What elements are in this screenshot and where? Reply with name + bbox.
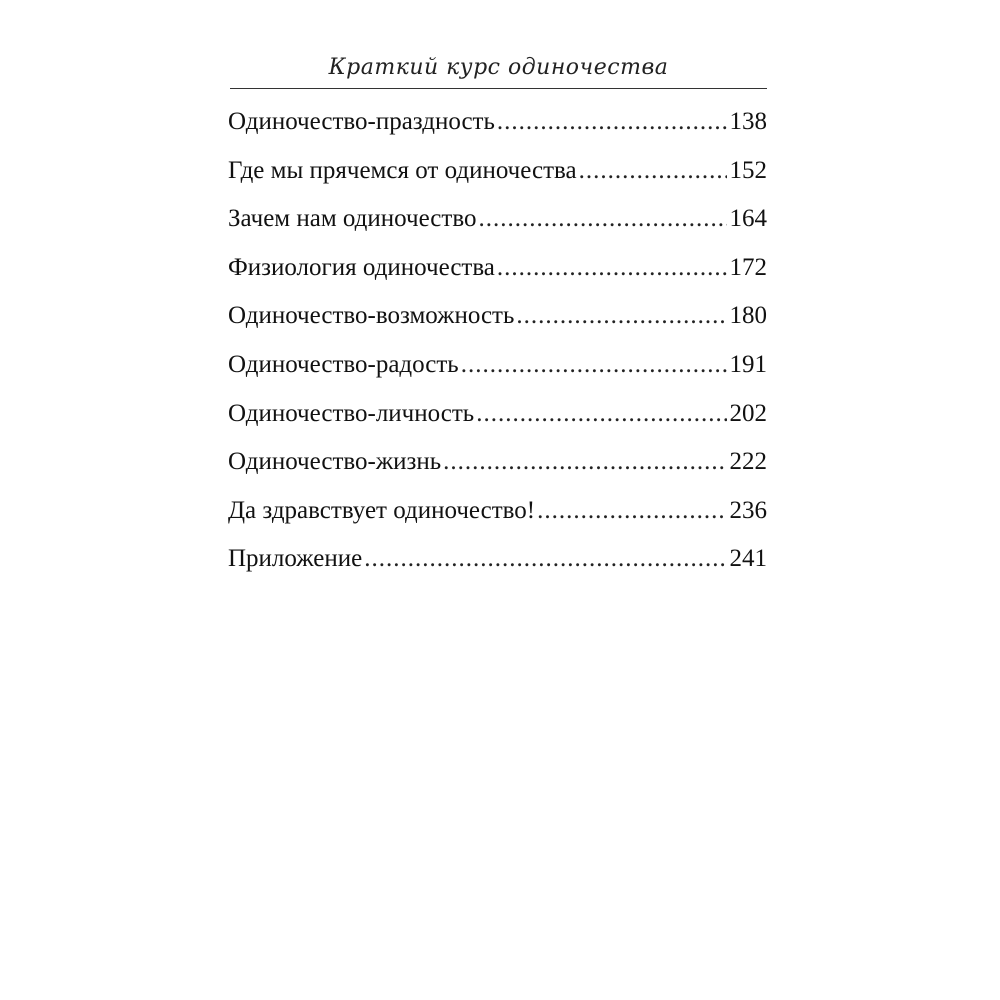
table-of-contents	[228, 102, 767, 588]
toc-entry-title: Одиночество-возможность	[228, 302, 515, 330]
toc-entry	[228, 442, 767, 491]
toc-entry-page: 202	[729, 399, 767, 427]
toc-entry-title: Одиночество-радость	[228, 350, 459, 378]
toc-entry-page: 138	[729, 108, 767, 135]
toc-entry-title: Где мы прячемся от одиночества	[228, 156, 577, 184]
toc-entry	[228, 491, 767, 540]
toc-entry-page: 222	[729, 448, 767, 476]
toc-entry	[228, 539, 767, 588]
toc-entry-title: Да здравствует одиночество!	[228, 496, 536, 524]
toc-leader-dots	[537, 491, 726, 531]
toc-leader-dots	[443, 442, 726, 482]
toc-entry-title: Приложение	[228, 545, 363, 573]
toc-entry	[228, 296, 767, 345]
toc-leader-dots	[461, 345, 727, 385]
toc-leader-dots	[497, 102, 727, 142]
running-header: Краткий курс одиночества	[328, 55, 669, 80]
toc-leader-dots	[579, 151, 727, 191]
toc-entry	[228, 102, 767, 151]
toc-entry-page: 236	[729, 496, 767, 524]
toc-entry	[228, 248, 767, 297]
toc-entry-title: Зачем нам одиночество	[228, 205, 477, 233]
toc-entry	[228, 151, 767, 200]
toc-entry-page: 180	[729, 302, 767, 330]
toc-leader-dots	[364, 539, 726, 579]
toc-entry-title: Одиночество-жизнь	[228, 448, 442, 476]
toc-entry	[228, 345, 767, 394]
toc-entry	[228, 199, 767, 248]
toc-leader-dots	[497, 248, 727, 288]
toc-entry-title: Одиночество-личность	[228, 399, 475, 427]
toc-entry-page: 164	[729, 205, 767, 233]
toc-entry-page: 191	[729, 350, 767, 378]
toc-leader-dots	[478, 199, 726, 239]
toc-entry-page: 152	[729, 156, 767, 184]
toc-entry	[228, 394, 767, 443]
toc-entry-title: Одиночество-праздность	[228, 108, 495, 135]
header-rule	[230, 88, 767, 89]
toc-entry-title: Физиология одиночества	[228, 253, 495, 281]
toc-leader-dots	[516, 296, 726, 336]
toc-leader-dots	[476, 394, 726, 434]
toc-entry-page: 241	[729, 545, 767, 573]
toc-entry-page: 172	[729, 253, 767, 281]
